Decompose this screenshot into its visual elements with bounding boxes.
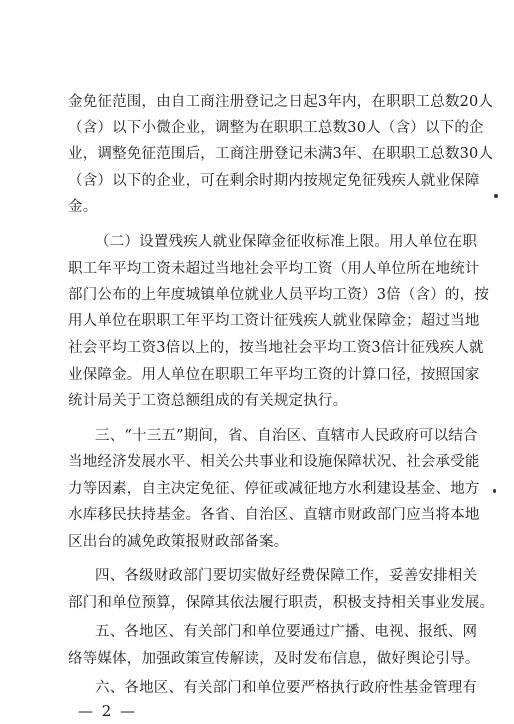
text-line: 金免征范围，由自工商注册登记之日起3年内，在职职工总数20人 [68,94,494,110]
text-line: 区出台的减免政策报财政部备案。 [68,534,289,550]
scan-speck [493,489,496,493]
text-line: （含）以下的企业，可在剩余时期内按规定免征残疾人就业保障 [68,173,480,189]
text-line: 水库移民扶持基金。各省、自治区、直辖市财政部门应当将本地 [68,507,480,523]
text-line: （含）以下小微企业，调整为在职职工总数30人（含）以下的企 [68,120,484,136]
text-line: 部门公布的上年度城镇单位就业人员平均工资）3倍（含）的，按 [68,287,490,303]
text-line: 力等因素，自主决定免征、停征或减征地方水利建设基金、地方 [68,481,480,497]
text-line: 业保障金。用人单位在职职工年平均工资的计算口径，按照国家 [68,367,480,383]
text-line: 用人单位在职职工年平均工资计征残疾人就业保障金；超过当地 [68,313,480,329]
text-line: 络等媒体，加强政策宣传解读，及时发布信息，做好舆论引导。 [68,651,480,667]
scan-speck [494,194,498,198]
paragraph-first-line: 四、各级财政部门要切实做好经费保障工作，妥善安排相关 [95,568,478,584]
text-line: 统计局关于工资总额组成的有关规定执行。 [68,393,348,409]
text-line: 部门和单位预算，保障其依法履行职责，积极支持相关事业发展。 [68,595,495,611]
text-line: 职工年平均工资未超过当地社会平均工资（用人单位所在地统计 [68,261,480,277]
text-line: 当地经济发展水平、相关公共事业和设施保障状况、社会承受能 [68,454,480,470]
text-line: 社会平均工资3倍以上的，按当地社会平均工资3倍计征残疾人就 [68,340,484,356]
paragraph-first-line: 六、各地区、有关部门和单位要严格执行政府性基金管理有 [95,680,478,696]
paragraph-first-line: 五、各地区、有关部门和单位要通过广播、电视、报纸、网 [95,624,478,640]
paragraph-first-line: 三、“十三五”期间，省、自治区、直辖市人民政府可以结合 [95,428,478,444]
text-line: 金。 [68,199,98,215]
text-line: 业，调整免征范围后，工商注册登记未满3年、在职职工总数30人 [68,146,494,162]
paragraph-first-line: （二）设置残疾人就业保障金征收标准上限。用人单位在职 [95,234,478,250]
page-number: — 2 — [78,702,138,720]
